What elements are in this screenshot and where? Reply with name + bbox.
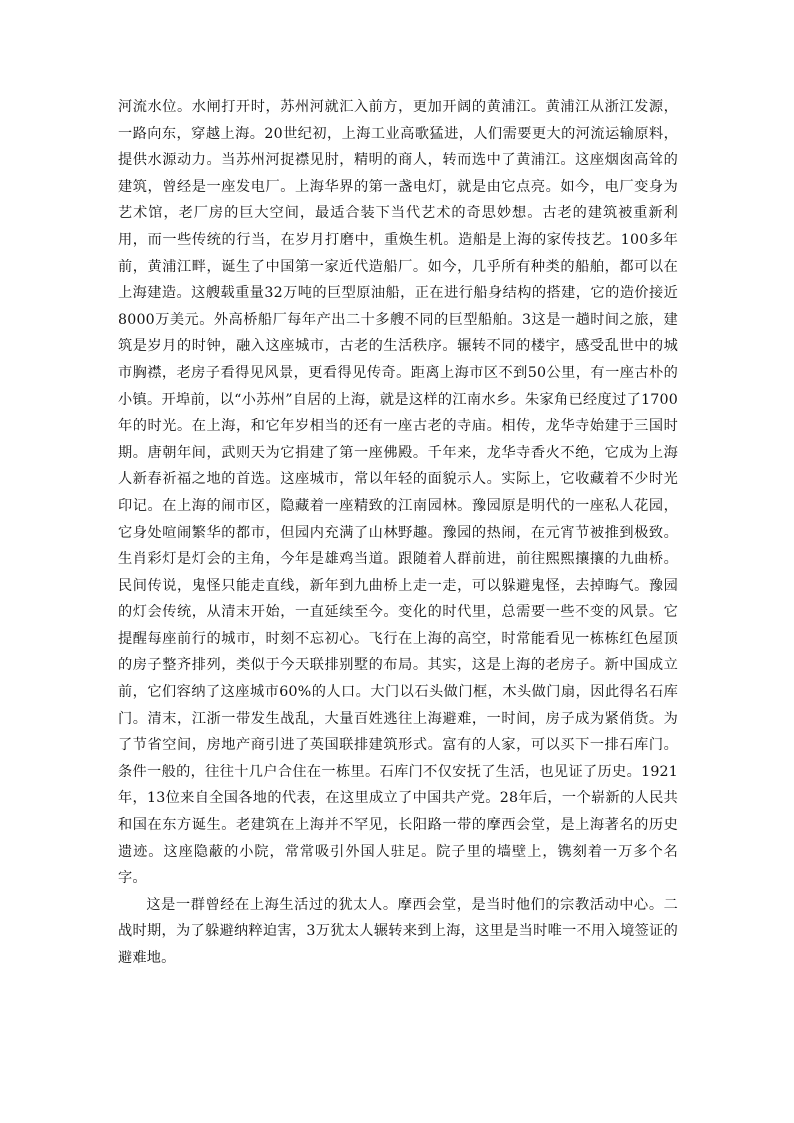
body-paragraph-1: 河流水位。水闸打开时，苏州河就汇入前方，更加开阔的黄浦江。黄浦江从浙江发源，一路向东，穿越上海。20世纪初，上海工业高歌猛进，人们需要更大的河流运输原料，提供水源动力。当苏州河捉襟见肘，精明的商人，转而选中了黄浦江。这座烟囱高耸的建筑，曾经是一座发电厂。上海华界的第一盏电灯，就是由它点亮。如今，电厂变身为艺术馆，老厂房的巨大空间，最适合装下当代艺术的奇思妙想。古老的建筑被重新利用，而一些传统的行当，在岁月打磨中，重焕生机。造船是上海的家传技艺。100多年前，黄浦江畔，诞生了中国第一家近代造船厂。如今，几乎所有种类的船舶，都可以在上海建造。这艘载重量32万吨的巨型原油船，正在进行船身结构的搭建，它的造价接近8000万美元。外高桥船厂每年产出二十多艘不同的巨型船舶。3这是一趟时间之旅，建筑是岁月的时钟，融入这座城市，古老的生活秩序。辗转不同的楼宇，感受乱世中的城市胸襟，老房子看得见风景，更看得见传奇。距离上海市区不到50公里，有一座古朴的小镇。开埠前，以“小苏州”自居的上海，就是这样的江南水乡。朱家角已经度过了1700年的时光。在上海，和它年岁相当的还有一座古老的寺庙。相传，龙华寺始建于三国时期。唐朝年间，武则天为它捐建了第一座佛殿。千年来，龙华寺香火不绝，它成为上海人新春祈福之地的首选。这座城市，常以年轻的面貌示人。实际上，它收藏着不少时光印记。在上海的闹市区，隐藏着一座精致的江南园林。豫园原是明代的一座私人花园，它身处喧闹繁华的都市，但园内充满了山林野趣。豫园的热闹，在元宵节被推到极致。生肖彩灯是灯会的主角，今年是雄鸡当道。跟随着人群前进，前往熙熙攘攘的九曲桥。民间传说，鬼怪只能走直线，新年到九曲桥上走一走，可以躲避鬼怪，去掉晦气。豫园的灯会传统，从清末开始，一直延续至今。变化的时代里，总需要一些不变的风景。它提醒每座前行的城市，时刻不忘初心。飞行在上海的高空，时常能看见一栋栋红色屋顶的房子整齐排列，类似于今天联排别墅的布局。其实，这是上海的老房子。新中国成立前，它们容纳了这座城市60%的人口。大门以石头做门框，木头做门扇，因此得名石库门。清末，江浙一带发生战乱，大量百姓逃往上海避难，一时间，房子成为紧俏货。为了节省空间，房地产商引进了英国联排建筑形式。富有的人家，可以买下一排石库门。条件一般的，往往十几户合住在一栋里。石库门不仅安抚了生活，也见证了历史。1921年，13位来自全国各地的代表，在这里成立了中国共产党。28年后，一个崭新的人民共和国在东方诞生。老建筑在上海并不罕见，长阳路一带的摩西会堂，是上海著名的历史遗迹。这座隐蔽的小院，常常吸引外国人驻足。院子里的墙壁上，镌刻着一万多个名字。 [118,99,678,887]
document-page [118,94,678,972]
body-paragraph-2: 这是一群曾经在上海生活过的犹太人。摩西会堂，是当时他们的宗教活动中心。二战时期，为了躲避纳粹迫害，3万犹太人辗转来到上海，这里是当时唯一不用入境签证的避难地。 [118,896,678,966]
